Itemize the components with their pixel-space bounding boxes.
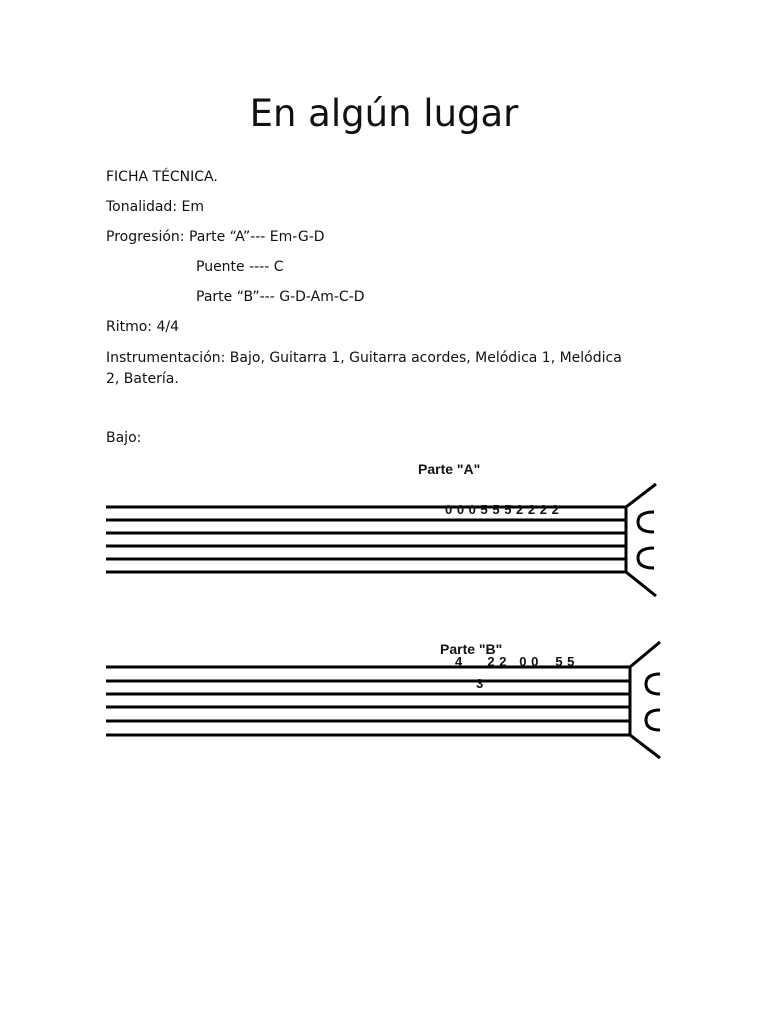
tab-b-label: Parte "B" [440, 641, 503, 657]
progresion-a-line: Progresión: Parte “A”--- Em-G-D [106, 229, 325, 245]
page-title: En algún lugar [249, 92, 519, 135]
tab-b-notes-top: 4 2 2 0 0 5 5 [455, 654, 575, 669]
instrumentacion-line: Instrumentación: Bajo, Guitarra 1, Guitarra acordes, Melódica 1, Melódica 2, Batería. [106, 350, 622, 387]
progresion-b-line: Parte “B”--- G-D-Am-C-D [196, 289, 365, 305]
tab-b-end-symbol [630, 642, 660, 758]
tab-a-notes: 0 0 0 5 5 5 2 2 2 2 [445, 502, 560, 517]
ritmo-line: Ritmo: 4/4 [106, 319, 180, 335]
ficha-heading: FICHA TÉCNICA. [106, 169, 218, 185]
tonalidad-line: Tonalidad: Em [106, 199, 204, 215]
puente-line: Puente ---- C [196, 259, 284, 275]
tab-b-notes-bottom: 3 [476, 676, 484, 691]
bajo-label: Bajo: [106, 430, 142, 446]
tab-a-label: Parte "A" [418, 461, 481, 477]
tab-b-lines [106, 667, 630, 735]
